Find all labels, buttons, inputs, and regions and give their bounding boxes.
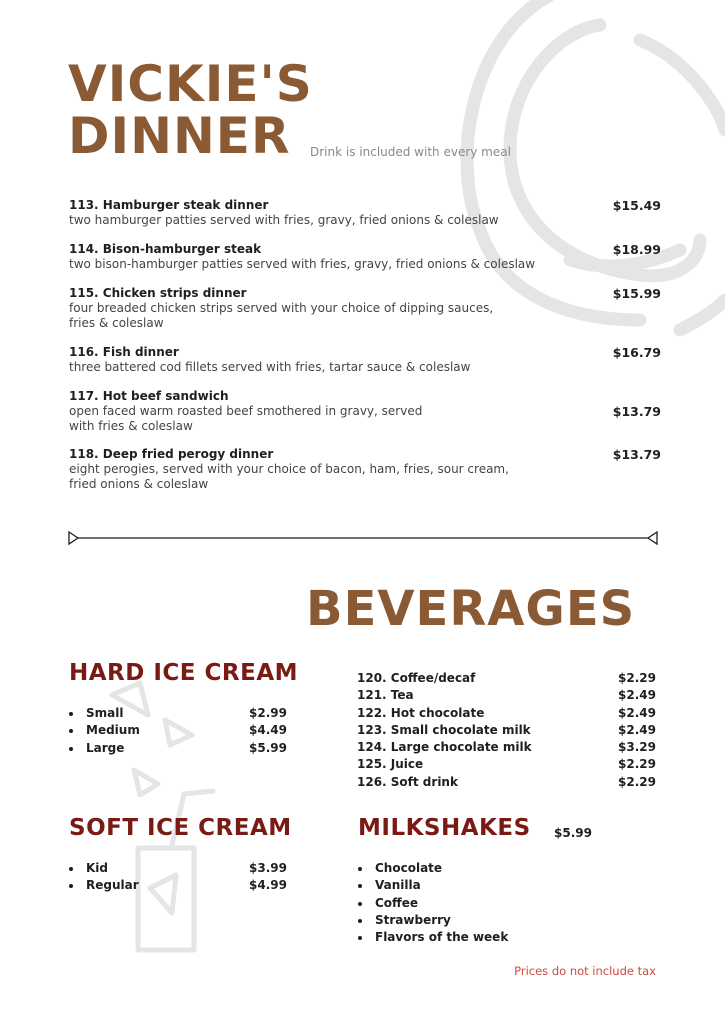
item-price: $2.49 xyxy=(618,722,656,737)
soft-ice-cream-list xyxy=(69,860,289,895)
list-item xyxy=(357,774,657,791)
bullet-icon xyxy=(69,884,73,888)
milkshakes-price: $5.99 xyxy=(554,826,592,840)
item-price: $2.99 xyxy=(249,706,287,720)
hard-ice-cream-title: HARD ICE CREAM xyxy=(69,660,299,686)
section-divider xyxy=(66,528,660,548)
menu-item xyxy=(69,242,661,272)
list-item xyxy=(69,877,289,894)
item-label: 125. Juice xyxy=(357,757,424,772)
item-label: Vanilla xyxy=(375,878,421,893)
list-item xyxy=(357,705,657,722)
item-description: two hamburger patties served with fries, gravy, fried onions & coleslaw xyxy=(69,213,499,227)
hard-ice-cream-list xyxy=(69,705,289,757)
bullet-icon xyxy=(358,919,362,923)
item-price: $2.29 xyxy=(618,774,656,789)
item-price: $13.79 xyxy=(612,447,661,462)
item-label: 121. Tea xyxy=(357,688,414,703)
menu-item xyxy=(69,447,661,492)
item-price: $2.49 xyxy=(618,705,656,720)
item-name: 114. Bison-hamburger steak xyxy=(69,242,262,256)
beverages-title: BEVERAGES xyxy=(306,581,636,637)
bullet-icon xyxy=(69,747,73,751)
list-item xyxy=(357,722,657,739)
menu-item xyxy=(69,389,661,434)
item-description: four breaded chicken strips served with your choice of dipping sauces, fries & coleslaw xyxy=(69,301,494,330)
item-label: Chocolate xyxy=(375,861,443,875)
milkshakes-title: MILKSHAKES xyxy=(358,815,531,841)
item-description: three battered cod fillets served with fries, tartar sauce & coleslaw xyxy=(69,360,471,374)
item-label: Strawberry xyxy=(375,912,451,927)
list-item xyxy=(357,739,657,756)
item-label: Regular xyxy=(86,878,139,893)
item-label: Coffee xyxy=(375,895,419,910)
item-label: 126. Soft drink xyxy=(357,774,458,789)
list-item xyxy=(358,929,578,946)
item-description: open faced warm roasted beef smothered in gravy, served with fries & coleslaw xyxy=(69,404,423,433)
list-item xyxy=(357,687,657,704)
item-price: $2.49 xyxy=(618,688,656,703)
menu-item xyxy=(69,198,661,228)
list-item xyxy=(358,860,578,877)
item-name: 117. Hot beef sandwich xyxy=(69,389,229,403)
list-item xyxy=(69,740,289,757)
item-price: $4.99 xyxy=(249,878,287,893)
menu-item xyxy=(69,286,661,331)
item-price: $15.49 xyxy=(612,198,661,213)
tax-note: Prices do not include tax xyxy=(514,964,656,978)
list-item xyxy=(358,877,578,894)
drink-included-note: Drink is included with every meal xyxy=(310,145,511,159)
bullet-icon xyxy=(69,729,73,733)
list-item xyxy=(358,912,578,929)
item-label: Kid xyxy=(86,861,109,875)
item-label: 120. Coffee/decaf xyxy=(357,671,476,685)
plate-outline-icon xyxy=(467,0,725,330)
restaurant-title-line2: DINNER xyxy=(68,107,291,165)
item-name: 113. Hamburger steak dinner xyxy=(69,198,269,212)
menu-item xyxy=(69,345,661,375)
item-price: $2.29 xyxy=(618,671,656,685)
item-name: 118. Deep fried perogy dinner xyxy=(69,447,274,461)
item-price: $2.29 xyxy=(618,757,656,772)
item-label: 122. Hot chocolate xyxy=(357,705,485,720)
list-item xyxy=(358,895,578,912)
item-price: $15.99 xyxy=(612,286,661,301)
list-item xyxy=(69,860,289,877)
item-label: 123. Small chocolate milk xyxy=(357,722,531,737)
divider-right-arrow-icon xyxy=(648,532,657,544)
bullet-icon xyxy=(69,867,73,871)
list-item xyxy=(357,756,657,773)
bullet-icon xyxy=(358,884,362,888)
item-price: $18.99 xyxy=(612,242,661,257)
item-price: $13.79 xyxy=(612,404,661,419)
bullet-icon xyxy=(69,712,73,716)
milkshakes-list xyxy=(358,860,578,946)
item-name: 115. Chicken strips dinner xyxy=(69,286,247,300)
list-item xyxy=(69,705,289,722)
item-price: $3.99 xyxy=(249,861,287,875)
item-price: $3.29 xyxy=(618,740,656,755)
item-label: Flavors of the week xyxy=(375,930,509,945)
item-label: Small xyxy=(86,706,124,720)
divider-left-arrow-icon xyxy=(69,532,78,544)
list-item xyxy=(69,722,289,739)
item-price: $4.49 xyxy=(249,723,287,738)
item-label: Medium xyxy=(86,723,140,738)
item-name: 116. Fish dinner xyxy=(69,345,179,359)
drinks-list xyxy=(357,670,657,791)
bullet-icon xyxy=(358,867,362,871)
bullet-icon xyxy=(358,902,362,906)
restaurant-title-line1: VICKIE'S xyxy=(68,55,313,113)
item-price: $5.99 xyxy=(249,740,287,755)
item-description: two bison-hamburger patties served with fries, gravy, fried onions & coleslaw xyxy=(69,257,536,271)
soft-ice-cream-title: SOFT ICE CREAM xyxy=(69,815,292,841)
item-label: 124. Large chocolate milk xyxy=(357,740,532,755)
item-description: eight perogies, served with your choice of bacon, ham, fries, sour cream, fried onions & coleslaw xyxy=(69,462,509,491)
bullet-icon xyxy=(358,936,362,940)
item-price: $16.79 xyxy=(612,345,661,360)
item-label: Large xyxy=(86,740,125,755)
list-item xyxy=(357,670,657,687)
